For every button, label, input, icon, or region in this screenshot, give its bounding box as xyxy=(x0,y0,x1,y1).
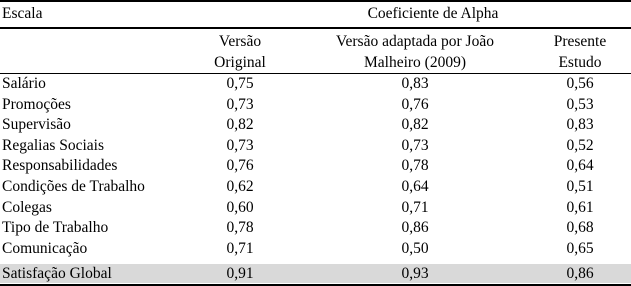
total-value-adaptada: 0,93 xyxy=(401,265,429,282)
row-label: Promoções xyxy=(2,95,71,113)
subheader-versao-adaptada-line1: Versão adaptada por João xyxy=(336,33,494,50)
value-presente: 0,65 xyxy=(566,239,594,257)
header-coeficiente: Coeficiente de Alpha xyxy=(367,5,499,22)
table-row xyxy=(0,115,631,136)
value-presente: 0,68 xyxy=(566,219,594,237)
value-original: 0,75 xyxy=(226,75,254,92)
total-value-original: 0,91 xyxy=(226,265,254,282)
value-original: 0,76 xyxy=(226,157,254,175)
row-label: Colegas xyxy=(2,198,52,216)
value-presente: 0,61 xyxy=(566,198,594,216)
value-original: 0,82 xyxy=(226,116,254,134)
value-adaptada: 0,71 xyxy=(401,198,429,216)
row-label: Regalias Sociais xyxy=(2,136,105,154)
table-row xyxy=(0,239,631,260)
row-label: Responsabilidades xyxy=(2,157,118,175)
value-adaptada: 0,82 xyxy=(401,116,429,134)
table-row xyxy=(0,218,631,239)
header-escala: Escala xyxy=(2,5,43,22)
value-adaptada: 0,86 xyxy=(401,219,429,237)
value-original: 0,78 xyxy=(226,219,254,237)
table-row xyxy=(0,177,631,198)
value-original: 0,71 xyxy=(226,239,254,257)
value-presente: 0,53 xyxy=(566,95,594,113)
value-presente: 0,64 xyxy=(566,157,594,175)
value-presente: 0,83 xyxy=(566,116,594,134)
total-label: Satisfação Global xyxy=(2,265,112,282)
subheader-presente-estudo-line2: Estudo xyxy=(558,54,602,71)
row-label: Tipo de Trabalho xyxy=(2,219,109,237)
row-label: Salário xyxy=(2,75,46,92)
table-row xyxy=(0,74,631,95)
subheader-versao-adaptada-line2: Malheiro (2009) xyxy=(363,54,466,71)
table-row xyxy=(0,95,631,116)
table-row xyxy=(0,156,631,177)
value-adaptada: 0,50 xyxy=(401,239,429,257)
subheader-versao-original xyxy=(200,31,280,73)
subheader-versao-original-line1: Versão xyxy=(218,33,262,50)
top-rule xyxy=(0,0,631,2)
value-presente: 0,52 xyxy=(566,136,594,154)
value-adaptada: 0,83 xyxy=(401,75,429,92)
value-original: 0,73 xyxy=(226,95,254,113)
subheader-presente-estudo-line1: Presente xyxy=(553,33,607,50)
total-row xyxy=(0,264,631,283)
value-original: 0,62 xyxy=(226,178,254,195)
row-label: Comunicação xyxy=(2,239,88,257)
value-presente: 0,56 xyxy=(566,75,594,92)
value-original: 0,60 xyxy=(226,198,254,216)
value-adaptada: 0,76 xyxy=(401,95,429,113)
total-value-presente: 0,86 xyxy=(566,265,594,282)
subheader-versao-original-line2: Original xyxy=(214,54,266,71)
value-adaptada: 0,73 xyxy=(401,136,429,154)
subheader-presente-estudo xyxy=(535,31,625,73)
value-presente: 0,51 xyxy=(566,178,594,195)
table-row xyxy=(0,198,631,219)
table-row xyxy=(0,136,631,157)
row-label: Supervisão xyxy=(2,116,71,134)
value-adaptada: 0,78 xyxy=(401,157,429,175)
value-original: 0,73 xyxy=(226,136,254,154)
header-rule xyxy=(0,27,631,29)
subheader-versao-adaptada xyxy=(315,31,515,73)
row-label: Condições de Trabalho xyxy=(2,178,145,195)
value-adaptada: 0,64 xyxy=(401,178,429,195)
